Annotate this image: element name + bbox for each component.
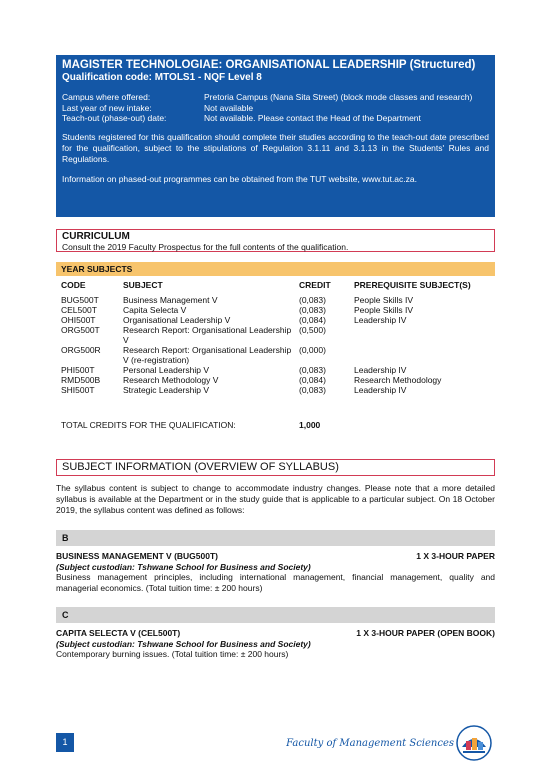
page-number: 1 xyxy=(56,733,74,752)
section-letter-b: B xyxy=(56,530,495,546)
cell-code: BUG500T xyxy=(61,295,99,305)
cell-subject: Research Report: Organisational Leadership V xyxy=(123,325,292,345)
cell-code: PHI500T xyxy=(61,365,95,375)
cell-credit: (0,083) xyxy=(299,365,326,375)
subject-description: Contemporary burning issues. (Total tuition time: ± 200 hours) xyxy=(56,649,289,659)
subject-description: Business management principles, including international management, financial management, quality and managerial economics. (Total tuition time: ± 200 hours) xyxy=(56,572,495,593)
info-label: Last year of new intake: xyxy=(62,102,152,113)
cell-prerequisite xyxy=(354,325,491,345)
total-credits-value: 1,000 xyxy=(299,420,321,430)
subject-paper: 1 X 3-HOUR PAPER xyxy=(416,551,495,561)
cell-prerequisite: Leadership IV xyxy=(354,315,407,325)
cell-prerequisite: Leadership IV xyxy=(354,385,407,395)
column-header-prerequisite: PREREQUISITE SUBJECT(S) xyxy=(354,280,471,290)
syllabus-intro: The syllabus content is subject to change to accommodate industry changes. Please note that a more detailed syllabus is available at the Department or in the study guide that is applicable to a particular subject. On 18 October 2019, the syllabus content was defined as follows: xyxy=(56,483,495,515)
column-header-credit: CREDIT xyxy=(299,280,331,290)
table-row xyxy=(61,365,491,375)
subject-name: BUSINESS MANAGEMENT V (BUG500T) xyxy=(56,551,218,561)
subject-entry-cel500t xyxy=(56,628,495,660)
cell-credit: (0,084) xyxy=(299,315,326,325)
cell-prerequisite: People Skills IV xyxy=(354,305,414,315)
cell-prerequisite: Research Methodology xyxy=(354,375,442,385)
cell-subject: Organisational Leadership V xyxy=(123,315,231,325)
teach-out-paragraph: Students registered for this qualification should complete their studies according to the teach-out date prescribed for the qualification, subject to the stipulations of Regulation 3.1.11 and 3.1.13 in the Students' Rules and Regulations. xyxy=(62,131,489,164)
cell-prerequisite: Leadership IV xyxy=(354,365,407,375)
cell-credit: (0,083) xyxy=(299,305,326,315)
cell-credit: (0,000) xyxy=(299,345,326,355)
table-row xyxy=(61,315,491,325)
qualification-code: Qualification code: MTOLS1 - NQF Level 8 xyxy=(62,72,262,83)
subject-paper: 1 X 3-HOUR PAPER (OPEN BOOK) xyxy=(356,628,495,638)
cell-code: ORG500R xyxy=(61,345,101,355)
cell-subject: Business Management V xyxy=(123,295,218,305)
curriculum-box xyxy=(56,229,495,252)
total-credits-label: TOTAL CREDITS FOR THE QUALIFICATION: xyxy=(61,420,236,430)
cell-subject: Capita Selecta V xyxy=(123,305,187,315)
table-row xyxy=(61,305,491,315)
table-row xyxy=(61,325,491,345)
cell-subject: Research Report: Organisational Leadership V (re-registration) xyxy=(123,345,292,365)
info-value: Pretoria Campus (Nana Sita Street) (block mode classes and research) xyxy=(204,92,473,102)
info-label: Teach-out (phase-out) date: xyxy=(62,113,167,123)
cell-code: CEL500T xyxy=(61,305,97,315)
phased-out-paragraph: Information on phased-out programmes can be obtained from the TUT website, www.tut.ac.za. xyxy=(62,173,417,184)
info-row-teachout xyxy=(62,113,489,124)
cell-code: SHI500T xyxy=(61,385,95,395)
subject-entry-bug500t xyxy=(56,551,495,593)
cell-subject: Personal Leadership V xyxy=(123,365,210,375)
subject-information-heading: SUBJECT INFORMATION (OVERVIEW OF SYLLABUS) xyxy=(56,459,495,476)
tut-logo-icon xyxy=(456,725,492,761)
year-subjects-table xyxy=(61,280,491,395)
subject-heading xyxy=(56,628,495,639)
info-value: Not available xyxy=(204,102,254,113)
info-row-campus xyxy=(62,92,489,103)
subject-custodian: (Subject custodian: Tshwane School for Business and Society) xyxy=(56,561,311,572)
table-row xyxy=(61,295,491,305)
cell-credit: (0,083) xyxy=(299,385,326,395)
cell-code: ORG500T xyxy=(61,325,100,335)
subject-name: CAPITA SELECTA V (CEL500T) xyxy=(56,628,181,638)
table-header-row xyxy=(61,280,491,290)
total-credits-row xyxy=(61,420,320,430)
faculty-name: Faculty of Management Sciences xyxy=(286,738,454,749)
info-label: Campus where offered: xyxy=(62,92,151,102)
subject-custodian: (Subject custodian: Tshwane School for Business and Society) xyxy=(56,638,311,649)
column-header-subject: SUBJECT xyxy=(123,280,163,290)
cell-subject: Research Methodology V xyxy=(123,375,219,385)
cell-subject: Strategic Leadership V xyxy=(123,385,209,395)
section-letter-c: C xyxy=(56,607,495,623)
qualification-header xyxy=(56,55,495,217)
table-row xyxy=(61,345,491,365)
qualification-title: MAGISTER TECHNOLOGIAE: ORGANISATIONAL LEADERSHIP (Structured) xyxy=(62,59,476,71)
cell-prerequisite: People Skills IV xyxy=(354,295,414,305)
cell-code: OHI500T xyxy=(61,315,96,325)
cell-code: RMD500B xyxy=(61,375,101,385)
table-row xyxy=(61,385,491,395)
cell-prerequisite xyxy=(354,345,491,365)
curriculum-text: Consult the 2019 Faculty Prospectus for the full contents of the qualification. xyxy=(62,242,349,252)
info-value: Not available. Please contact the Head of the Department xyxy=(204,113,421,123)
column-header-code: CODE xyxy=(61,280,86,290)
subject-heading xyxy=(56,551,495,562)
year-subjects-heading: YEAR SUBJECTS xyxy=(56,262,495,276)
info-row-intake xyxy=(62,103,489,114)
table-row xyxy=(61,375,491,385)
cell-credit: (0,083) xyxy=(299,295,326,305)
cell-credit: (0,500) xyxy=(299,325,326,335)
cell-credit: (0,084) xyxy=(299,375,326,385)
curriculum-title: CURRICULUM xyxy=(62,231,130,242)
